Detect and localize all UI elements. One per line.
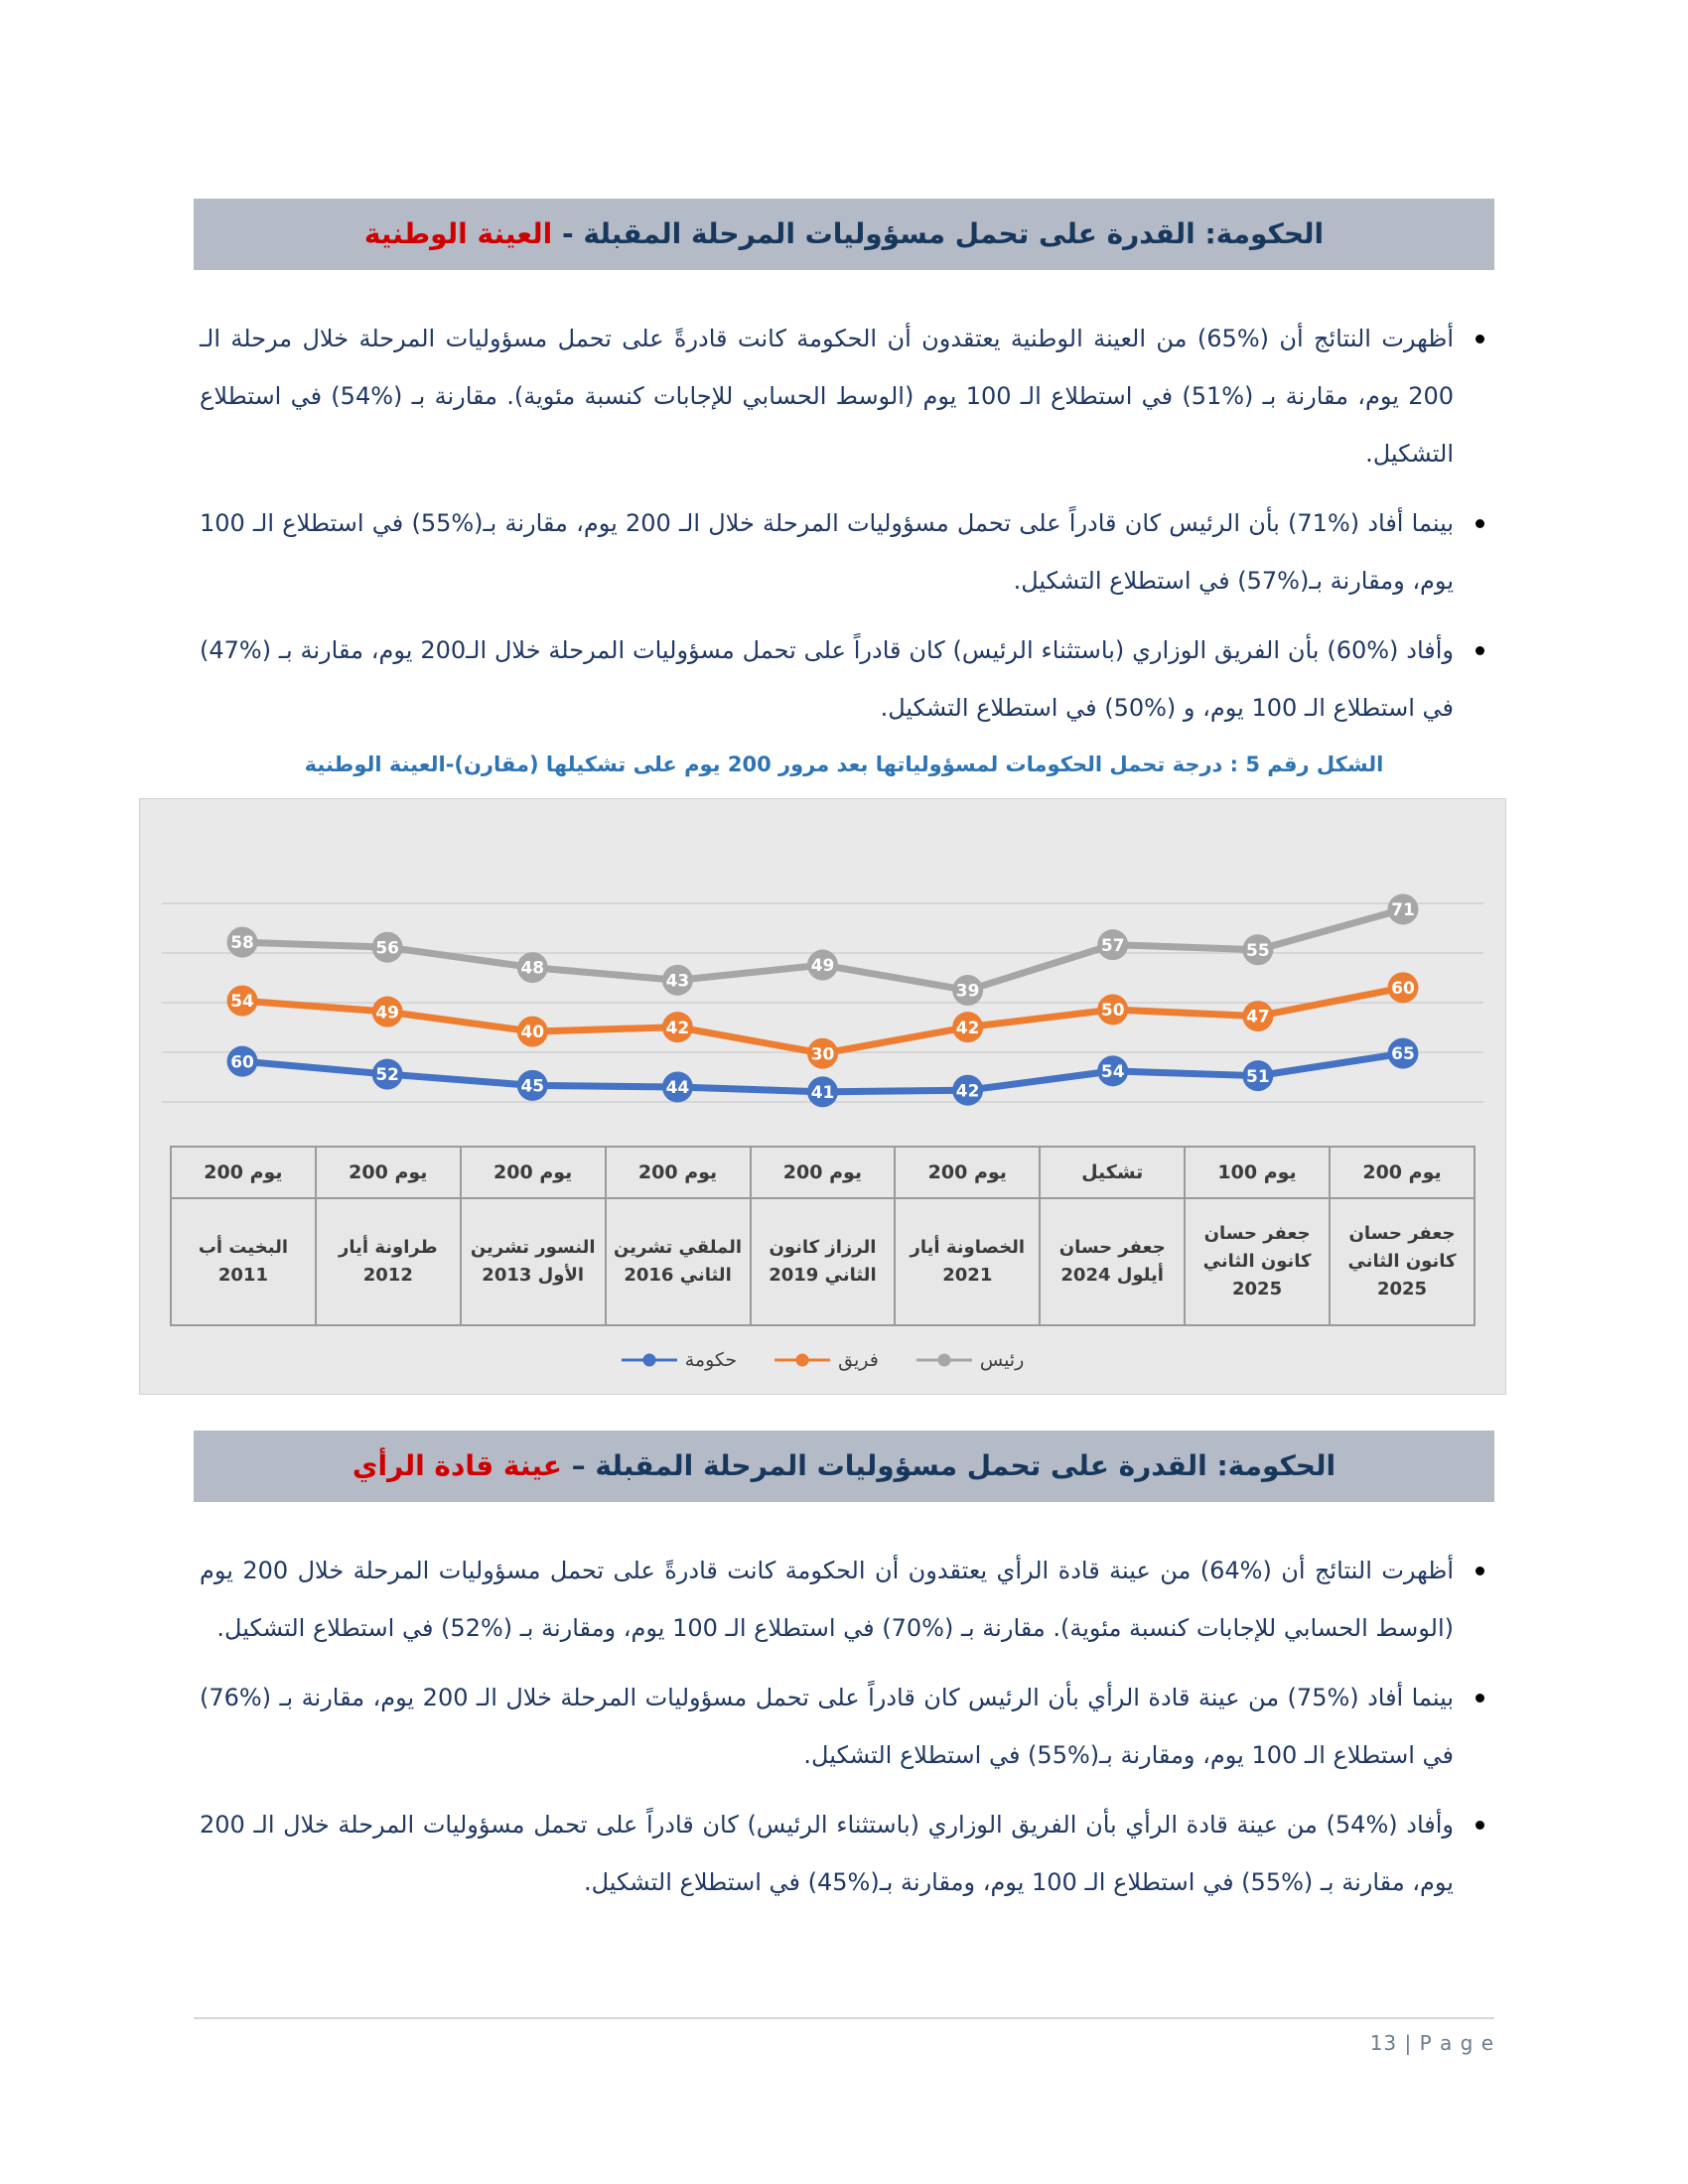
bullet-text: وأفاد (%60) بأن الفريق الوزاري (باستثناء الرئيس) كان قادراً على تحمل مسؤوليات المرحلة خلال الـ200 يوم، مقارنة بـ (%47) في استطلاع الـ 100 يوم، و (%50) في استطلاع التشكيل. [200,636,1454,722]
category-label: الرزاز كانون الثاني 2019 [751,1198,896,1325]
data-label: 57 [1100,935,1125,956]
bullet-item [200,1542,1488,1657]
section2-bullets [200,1542,1488,1911]
data-label: 55 [1246,940,1270,961]
category-label: جعفر حسان كانون الثاني 2025 [1330,1198,1475,1325]
bullet-icon [1476,646,1484,655]
category-period: 200 يوم [895,1147,1040,1198]
section2-title-accent: عينة قادة الرأي [352,1449,562,1482]
category-label-row [171,1198,1475,1325]
data-label: 65 [1391,1044,1415,1065]
legend-label: فريق [838,1349,879,1371]
data-label: 42 [955,1081,980,1102]
page-footer [194,2017,1494,2055]
category-label: جعفر حسان كانون الثاني 2025 [1185,1198,1330,1325]
category-period: تشكيل [1040,1147,1185,1198]
category-period: 200 يوم [606,1147,751,1198]
category-period: 200 يوم [1330,1147,1475,1198]
president-series-marker-icon [916,1352,972,1368]
data-label: 43 [665,971,690,992]
bullet-icon [1476,1567,1484,1575]
legend-label: رئيس [979,1349,1025,1371]
section2-title: الحكومة: القدرة على تحمل مسؤوليات المرحلة المقبلة – [561,1449,1336,1482]
category-period: 200 يوم [171,1147,316,1198]
data-label: 52 [375,1065,399,1086]
category-period: 200 يوم [461,1147,606,1198]
data-label: 71 [1391,900,1415,921]
team-series-marker-icon [774,1352,830,1368]
data-label: 50 [1100,1001,1125,1022]
category-period: 100 يوم [1185,1147,1330,1198]
data-label: 56 [375,938,399,959]
data-label: 49 [375,1003,399,1024]
legend-label: حكومة [684,1349,738,1371]
figure5-chart [139,798,1506,1395]
bullet-icon [1476,335,1484,343]
page-content [194,199,1494,1923]
page-number: 13 | P a g e [1369,2031,1494,2055]
section1-header [194,199,1494,270]
footer-divider [194,2017,1494,2019]
bullet-text: أظهرت النتائج أن (%65) من العينة الوطنية يعتقدون أن الحكومة كانت قادرةً على تحمل مسؤوليات المرحلة خلال مرحلة الـ 200 يوم، مقارنة بـ (%51) في استطلاع الـ 100 يوم (الوسط الحسابي للإجابات كنسبة مئوية). مقارنة بـ (%54) في استطلاع التشكيل. [200,325,1455,468]
bullet-text: وأفاد (%54) من عينة قادة الرأي بأن الفريق الوزاري (باستثناء الرئيس) كان قادراً على تحمل مسؤوليات المرحلة خلال الـ 200 يوم، مقارنة بـ (%55) في استطلاع الـ 100 يوم، ومقارنة بـ(%45) في استطلاع التشكيل. [200,1811,1455,1896]
chart-legend [154,1342,1491,1378]
bullet-text: بينما أفاد (%75) من عينة قادة الرأي بأن الرئيس كان قادراً على تحمل مسؤوليات المرحلة خلال الـ 200 يوم، مقارنة بـ (%76) في استطلاع الـ 100 يوم، ومقارنة بـ(%55) في استطلاع التشكيل. [200,1684,1454,1769]
data-label: 45 [520,1076,545,1097]
data-label: 58 [230,933,254,954]
data-label: 54 [230,992,254,1013]
bullet-icon [1476,1694,1484,1703]
bullet-icon [1476,519,1484,528]
section2-header [194,1431,1494,1502]
bullet-item [200,621,1488,737]
data-label: 41 [810,1082,835,1103]
bullet-item [200,1796,1488,1911]
government-series-marker-icon [622,1352,677,1368]
data-label: 42 [955,1018,980,1038]
category-label: النسور تشرين الأول 2013 [461,1198,606,1325]
bullet-text: أظهرت النتائج أن (%64) من عينة قادة الرأي يعتقدون أن الحكومة كانت قادرةً على تحمل مسؤوليات المرحلة خلال 200 يوم (الوسط الحسابي للإجابات كنسبة مئوية). مقارنة بـ (%70) في استطلاع الـ 100 يوم، ومقارنة بـ (%52) في استطلاع التشكيل. [200,1557,1454,1642]
legend-item-team [774,1349,879,1371]
data-label: 49 [810,956,835,977]
category-period: 200 يوم [751,1147,896,1198]
data-label: 48 [520,958,545,979]
category-label: جعفر حسان أيلول 2024 [1040,1198,1185,1325]
figure5-plot [154,809,1491,1142]
section1-title: الحكومة: القدرة على تحمل مسؤوليات المرحلة المقبلة - [552,217,1325,250]
bullet-item [200,310,1488,482]
data-label: 30 [810,1044,835,1065]
category-label: الملقي تشرين الثاني 2016 [606,1198,751,1325]
data-label: 42 [665,1018,690,1038]
category-label: البخيت أب 2011 [171,1198,316,1325]
bullet-icon [1476,1821,1484,1830]
category-label: الخصاونة أيار 2021 [895,1198,1040,1325]
section1-title-accent: العينة الوطنية [363,217,553,250]
bullet-item [200,494,1488,610]
data-label: 40 [520,1023,545,1043]
legend-item-government [622,1349,737,1371]
data-label: 44 [665,1078,690,1099]
category-label: طراونة أيار 2012 [316,1198,461,1325]
category-period: 200 يوم [316,1147,461,1198]
data-label: 51 [1246,1066,1270,1087]
category-period-row [171,1147,1475,1198]
chart-category-table [170,1146,1476,1326]
figure-caption: الشكل رقم 5 : درجة تحمل الحكومات لمسؤولياتها بعد مرور 200 يوم على تشكيلها (مقارن)-العينة الوطنية [304,752,1384,776]
bullet-item [200,1669,1488,1784]
data-label: 54 [1100,1061,1125,1082]
data-label: 60 [1391,978,1415,999]
data-label: 39 [955,981,980,1002]
data-label: 47 [1246,1007,1270,1027]
legend-item-president [916,1349,1024,1371]
section1-bullets [200,310,1488,737]
data-label: 60 [230,1052,254,1073]
bullet-text: بينما أفاد (%71) بأن الرئيس كان قادراً على تحمل مسؤوليات المرحلة خلال الـ 200 يوم، مقارنة بـ(%55) في استطلاع الـ 100 يوم، ومقارنة بـ(%57) في استطلاع التشكيل. [200,509,1455,595]
